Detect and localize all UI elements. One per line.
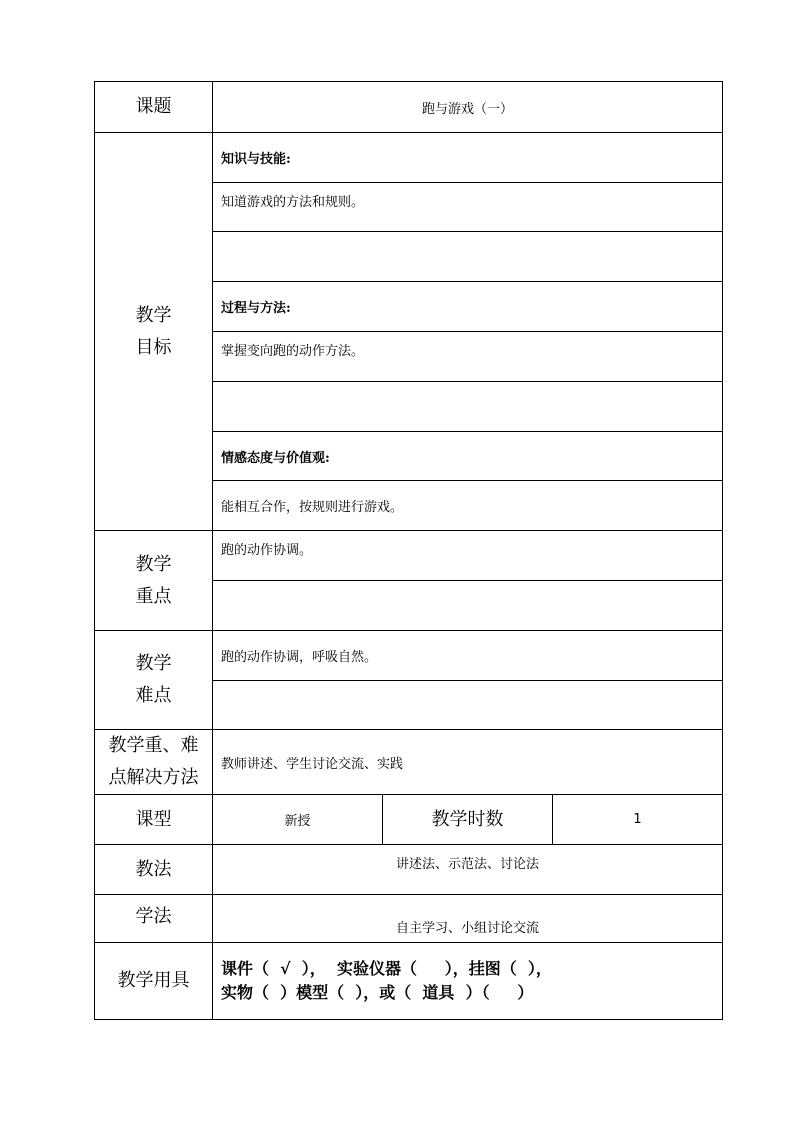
title-label: 课题 [95, 82, 213, 133]
lesson-plan-table [94, 81, 723, 1020]
key-points-label-line2: 重点 [135, 585, 172, 607]
teaching-method-label: 教法 [95, 845, 213, 895]
key-points-blank [213, 581, 723, 631]
teaching-tools-line2: 实物（ ）模型（ ），或（ 道具 ）（ ） [221, 983, 534, 1002]
hours-label: 教学时数 [383, 795, 553, 845]
emotion-text: 能相互合作，按规则进行游戏。 [213, 481, 723, 531]
solution-label-line1: 教学重、难 [108, 735, 199, 756]
key-points-text: 跑的动作协调。 [213, 531, 723, 581]
objectives-label-line1: 教学 [135, 304, 172, 326]
emotion-heading: 情感态度与价值观: [213, 432, 723, 481]
difficulties-blank [213, 681, 723, 730]
lesson-type-value: 新授 [213, 795, 383, 845]
solution-label [95, 730, 213, 795]
difficulties-text: 跑的动作协调，呼吸自然。 [213, 631, 723, 681]
key-points-label [95, 531, 213, 631]
difficulties-label-line2: 难点 [135, 685, 172, 706]
teaching-tools-value [213, 943, 723, 1020]
title-value: 跑与游戏（一） [213, 82, 723, 133]
process-text: 掌握变向跑的动作方法。 [213, 332, 723, 382]
learning-method-value: 自主学习、小组讨论交流 [213, 895, 723, 943]
knowledge-heading: 知识与技能: [213, 133, 723, 183]
lesson-type-label: 课型 [95, 795, 213, 845]
process-heading: 过程与方法: [213, 282, 723, 332]
difficulties-label-line1: 教学 [135, 653, 172, 674]
key-points-label-line1: 教学 [135, 553, 172, 575]
process-blank [213, 382, 723, 432]
teaching-tools-line1: 课件（ √ ）， 实验仪器（ ），挂图（ ）， [221, 959, 552, 978]
hours-value: 1 [553, 795, 723, 845]
objectives-label [95, 133, 213, 531]
knowledge-blank [213, 232, 723, 282]
objectives-label-line2: 目标 [135, 336, 172, 358]
solution-text: 教师讲述、学生讨论交流、实践 [213, 730, 723, 795]
teaching-tools-label: 教学用具 [95, 943, 213, 1020]
difficulties-label [95, 631, 213, 730]
teaching-method-value: 讲述法、示范法、讨论法 [213, 845, 723, 895]
knowledge-text: 知道游戏的方法和规则。 [213, 183, 723, 232]
learning-method-label: 学法 [95, 895, 213, 943]
solution-label-line2: 点解决方法 [108, 767, 199, 788]
